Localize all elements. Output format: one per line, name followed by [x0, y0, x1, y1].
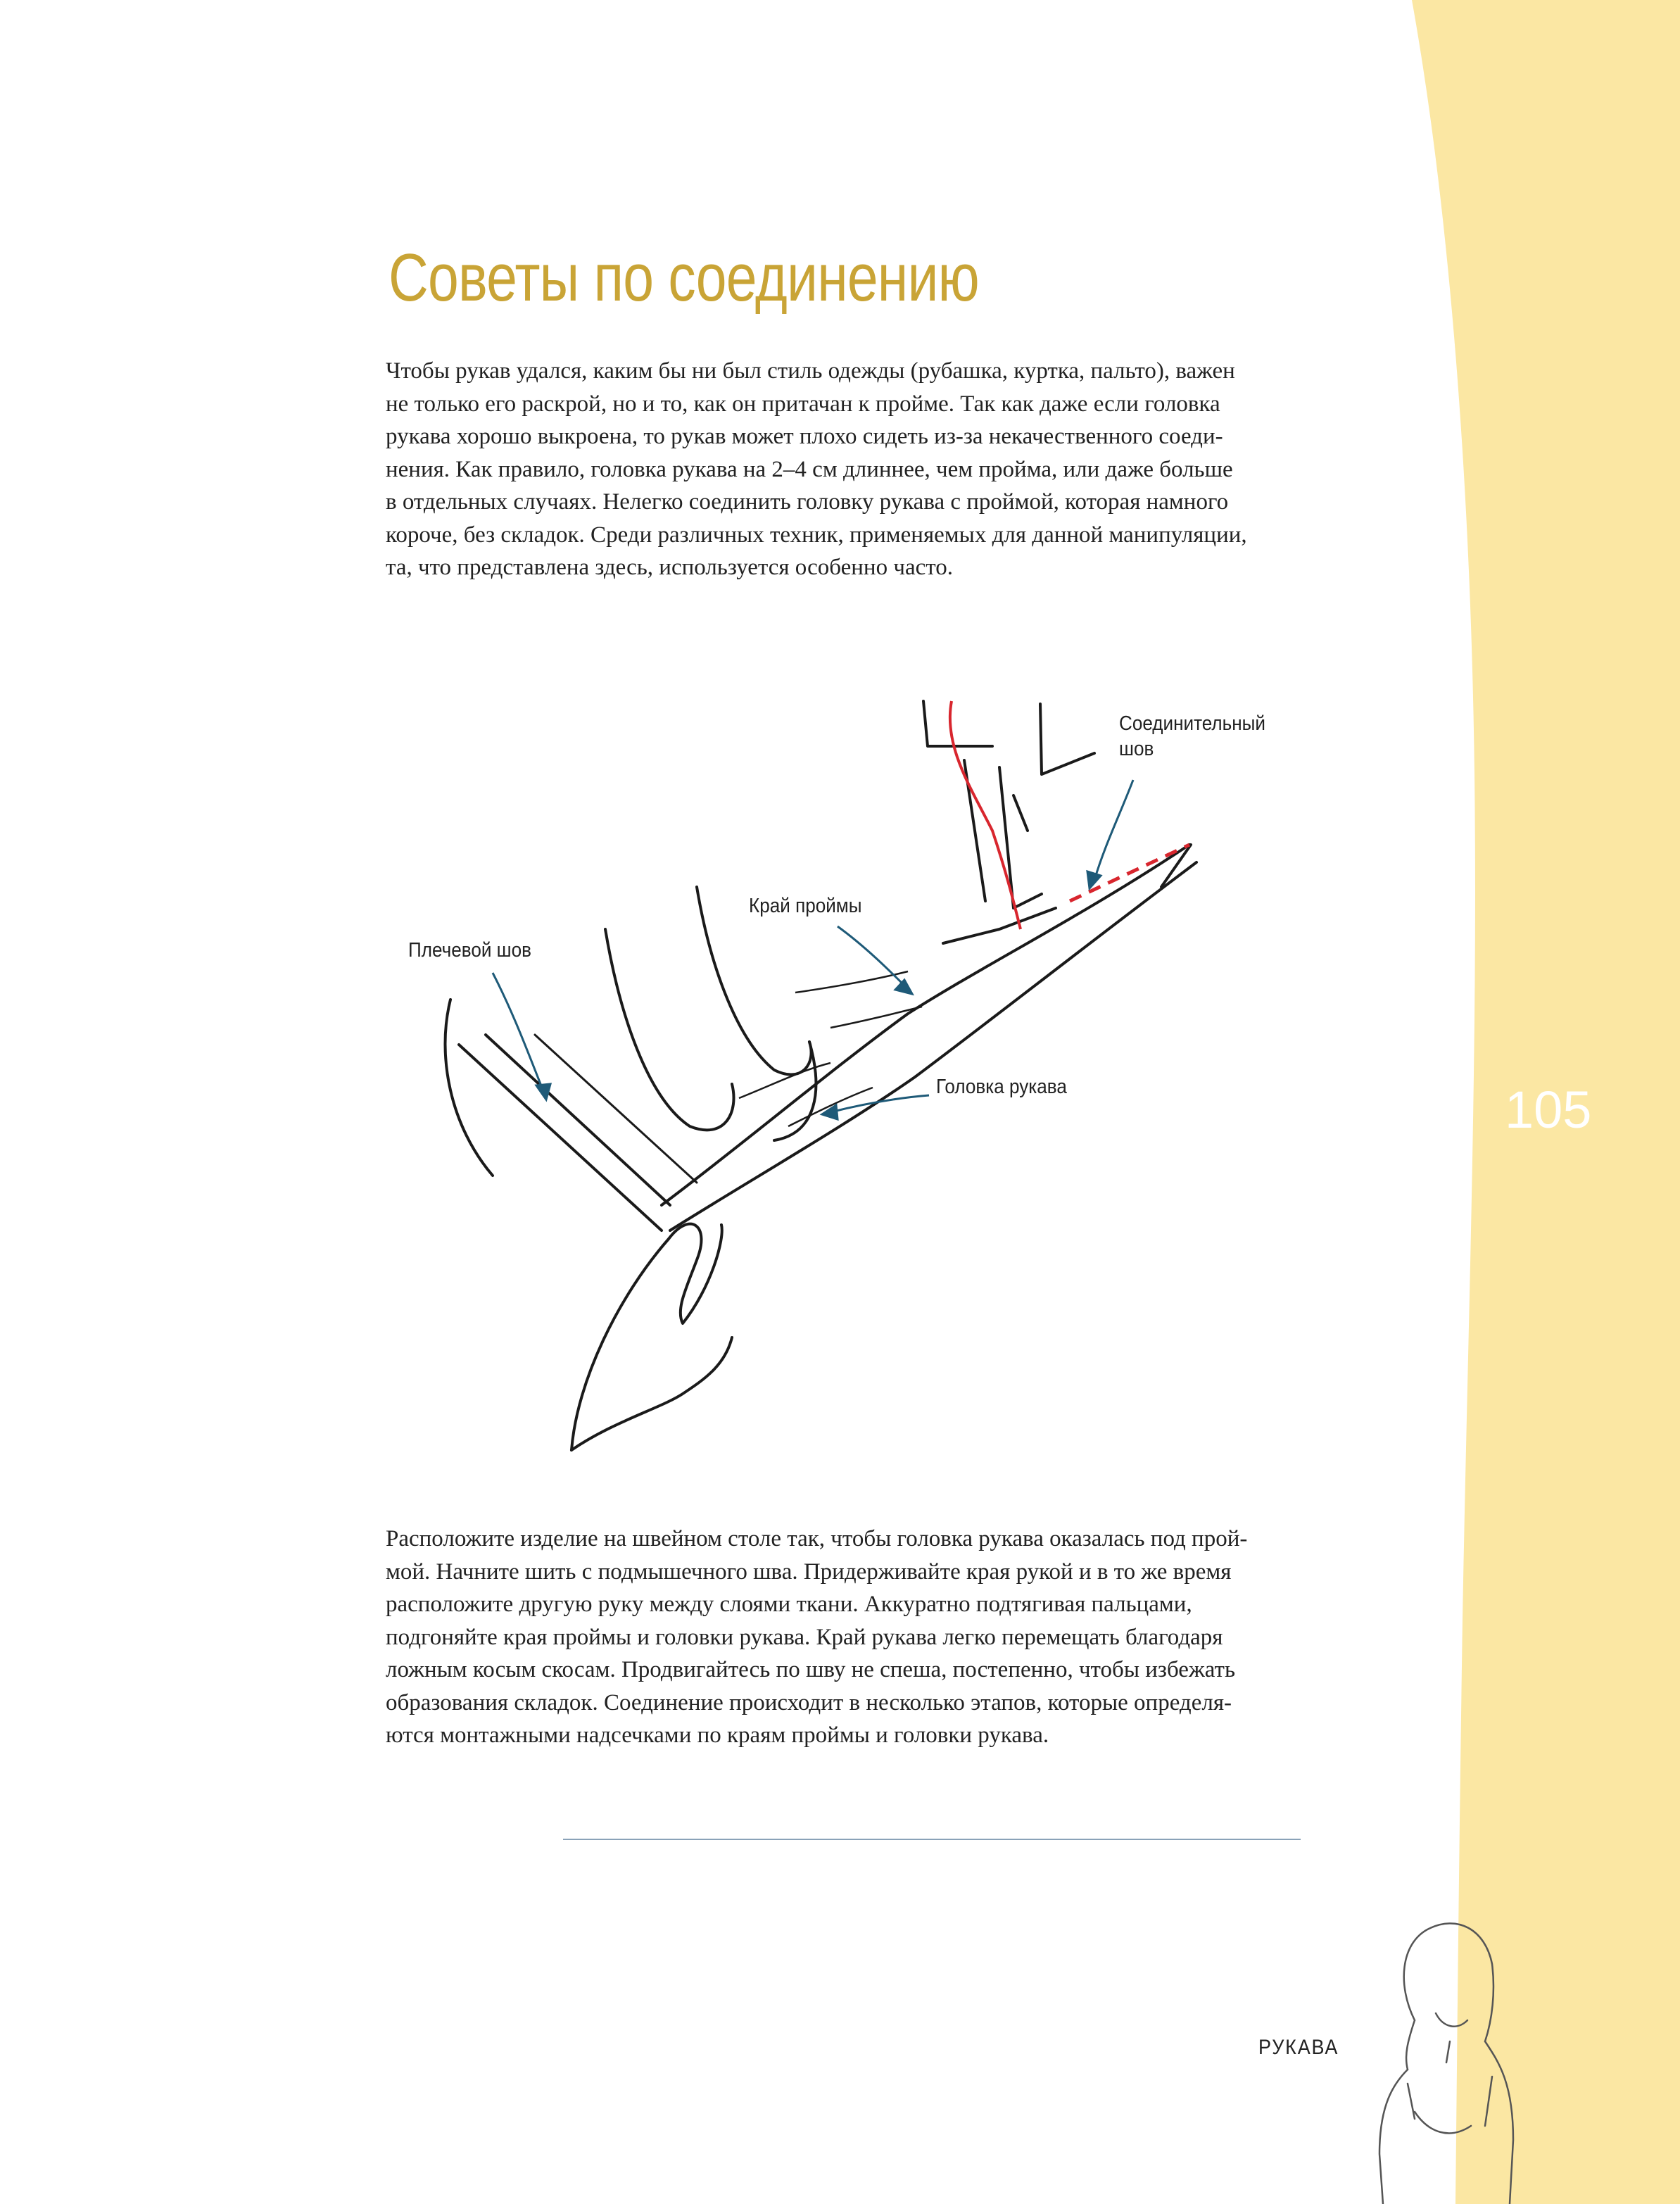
text-line: Чтобы рукав удался, каким бы ни был стиль одежды (рубашка, куртка, пальто), важен	[386, 358, 1235, 384]
text-line: мой. Начните шить с подмышечного шва. Придерживайте края рукой и в то же время	[386, 1558, 1232, 1585]
text-line: рукава хорошо выкроена, то рукав может плохо сидеть из-за некачественного соеди-	[386, 424, 1223, 449]
text-line: расположите другую руку между слоями ткани. Аккуратно подтягивая пальцами,	[386, 1592, 1192, 1617]
label-line: шов	[1119, 738, 1154, 760]
text-line: та, что представлена здесь, используется особенно часто.	[386, 555, 953, 580]
label-line: Соединительный	[1119, 712, 1265, 735]
page-number: 105	[1505, 1081, 1592, 1139]
text-line: нения. Как правило, головка рукава на 2–4 см длиннее, чем пройма, или даже больше	[386, 456, 1233, 482]
text-line: в отдельных случаях. Нелегко соединить головку рукава с проймой, которая намного	[386, 489, 1229, 515]
text-line: ются монтажными надсечками по краям проймы и головки рукава.	[386, 1723, 1049, 1748]
label-armhole-edge: Край проймы	[749, 895, 862, 917]
section-label: РУКАВА	[1258, 2036, 1339, 2059]
text-line: не только его раскрой, но и то, как он притачан к пройме. Так как даже если головка	[386, 391, 1220, 417]
page-title: Советы по соединению	[389, 240, 979, 315]
text-line: Расположите изделие на швейном столе так, чтобы головка рукава оказалась под прой-	[386, 1526, 1248, 1551]
text-line: ложным косым скосам. Продвигайтесь по шву не спеша, постепенно, чтобы избежать	[386, 1657, 1236, 1682]
text-line: подгоняйте края проймы и головки рукава. Край рукава легко перемещать благодаря	[386, 1624, 1223, 1650]
text-line: образования складок. Соединение происходит в несколько этапов, которые определя-	[386, 1689, 1232, 1715]
label-shoulder-seam: Плечевой шов	[408, 939, 531, 962]
label-sleeve-cap: Головка рукава	[936, 1076, 1067, 1098]
text-line: короче, без складок. Среди различных техник, применяемых для данной манипуляции,	[386, 522, 1247, 548]
